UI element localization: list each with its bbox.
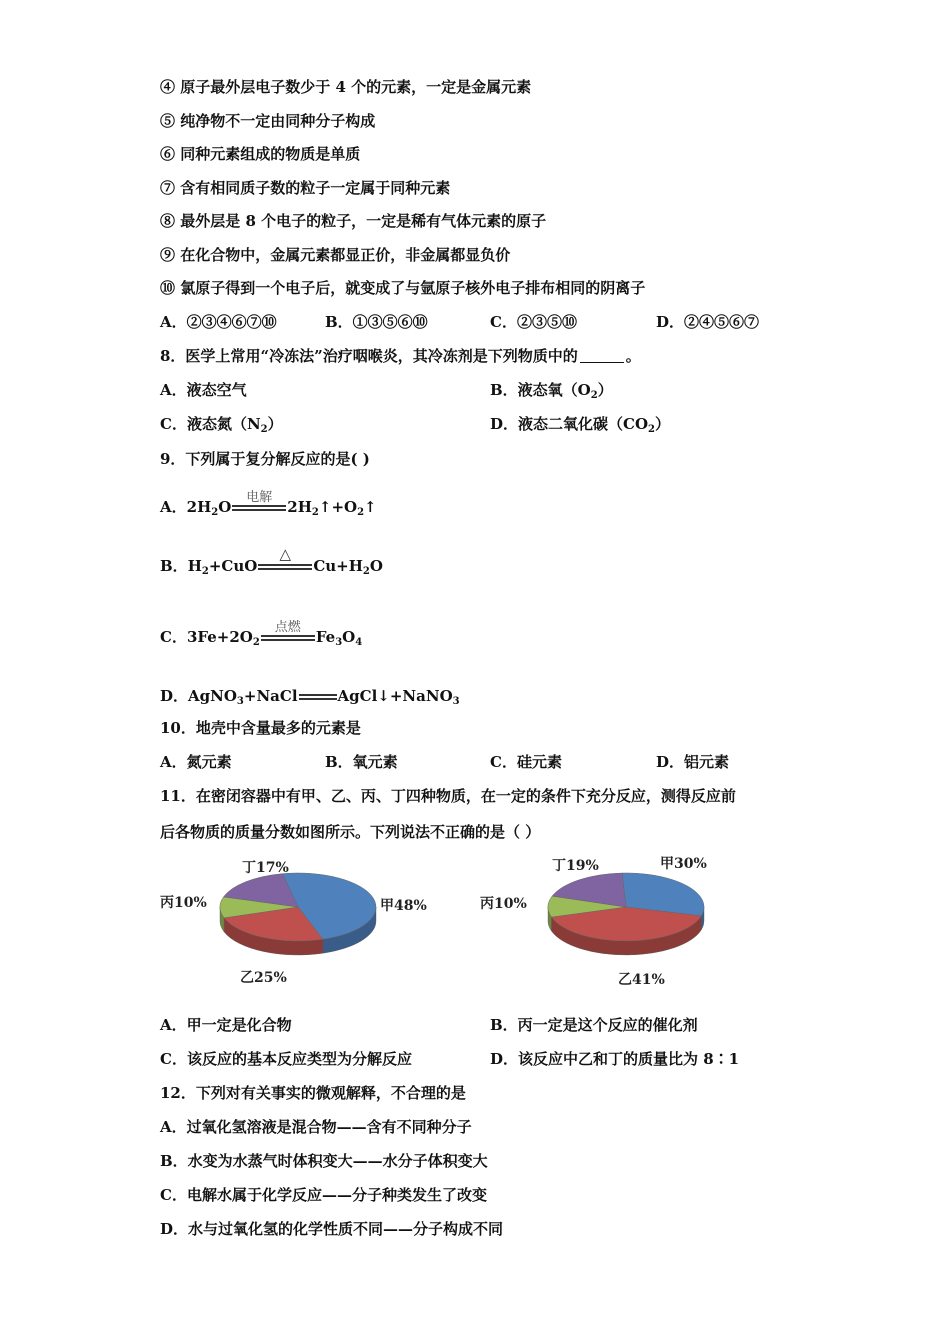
q10-stem: 10．地壳中含量最多的元素是 (160, 719, 361, 737)
equation-arrow: 点燃 (261, 634, 315, 642)
pie-label-丙: 丙10% (480, 896, 527, 912)
q12-option-d[interactable]: D．水与过氧化氢的化学性质不同——分子构成不同 (160, 1220, 504, 1238)
q8-option-a[interactable]: A．液态空气 (160, 381, 247, 399)
q11-option-d[interactable]: D．该反应中乙和丁的质量比为 8∶1 (490, 1050, 740, 1068)
q11-stem-line2: 后各物质的质量分数如图所示。下列说法不正确的是（ ） (160, 823, 541, 841)
statement-6: ⑥ 同种元素组成的物质是单质 (160, 145, 361, 163)
q10-option-a[interactable]: A．氮元素 (160, 753, 232, 771)
q9-option-c[interactable]: C．$3Fe+2O_2$ 点燃 $Fe_3O_4$ (160, 620, 363, 648)
pie-chart-before (160, 852, 460, 992)
pie-chart-after (478, 852, 778, 992)
q11-option-c[interactable]: C．该反应的基本反应类型为分解反应 (160, 1050, 412, 1068)
equation-arrow: 电解 (232, 504, 286, 512)
equation-arrow (299, 693, 337, 701)
q11-stem-line1: 11．在密闭容器中有甲、乙、丙、丁四种物质，在一定的条件下充分反应，测得反应前 (160, 787, 736, 805)
q9-option-b[interactable]: B．$H_2+CuO$ △ $Cu+H_2O$ (160, 545, 383, 577)
q10-option-d[interactable]: D．铝元素 (656, 753, 730, 771)
q8-stem-text: 8．医学上常用“冷冻法”治疗咽喉炎，其冷冻剂是下列物质中的 (160, 347, 578, 365)
statement-5: ⑤ 纯净物不一定由同种分子构成 (160, 112, 376, 130)
q8-option-b[interactable]: B．液态氧$(O_2)$ (490, 381, 613, 401)
q9-option-a[interactable]: A．$2H_2O$ 电解 $2H_2↑+O_2↑$ (160, 490, 377, 518)
q11-option-a[interactable]: A．甲一定是化合物 (160, 1016, 292, 1034)
statement-10: ⑩ 氯原子得到一个电子后，就变成了与氩原子核外电子排布相同的阴离子 (160, 279, 646, 297)
statement-7: ⑦ 含有相同质子数的粒子一定属于同种元素 (160, 179, 451, 197)
statement-9: ⑨ 在化合物中，金属元素都显正价，非金属都显负价 (160, 246, 511, 264)
q9-stem: 9．下列属于复分解反应的是( ) (160, 450, 370, 468)
q8-blank (580, 362, 624, 363)
q7-option-c[interactable]: C．②③⑤⑩ (490, 313, 577, 331)
q10-option-b[interactable]: B．氧元素 (325, 753, 398, 771)
q7-option-a[interactable]: A．②③④⑥⑦⑩ (160, 313, 277, 331)
pie-label-甲: 甲48% (380, 898, 427, 914)
statement-8: ⑧ 最外层是 8 个电子的粒子，一定是稀有气体元素的原子 (160, 212, 547, 230)
pie-label-丙: 丙10% (160, 895, 207, 911)
pie-label-乙: 乙25% (240, 970, 287, 986)
q7-option-b[interactable]: B．①③⑤⑥⑩ (325, 313, 428, 331)
pie-label-丁: 丁19% (552, 858, 599, 874)
pie-label-丁: 丁17% (242, 860, 289, 876)
q8-stem (160, 346, 641, 366)
q8-option-c[interactable]: C．液态氮$(N_2)$ (160, 415, 283, 435)
q8-stem-end: 。 (625, 347, 641, 365)
q12-option-c[interactable]: C．电解水属于化学反应——分子种类发生了改变 (160, 1186, 487, 1204)
q7-option-d[interactable]: D．②④⑤⑥⑦ (656, 313, 760, 331)
q9-option-d[interactable]: D．AgNO$_3$+NaCl AgCl↓+NaNO$_3$ (160, 687, 460, 707)
q12-stem: 12．下列对有关事实的微观解释，不合理的是 (160, 1084, 466, 1102)
q10-option-c[interactable]: C．硅元素 (490, 753, 562, 771)
pie-label-乙: 乙41% (618, 972, 665, 988)
equation-arrow: △ (258, 563, 312, 571)
q12-option-b[interactable]: B．水变为水蒸气时体积变大——水分子体积变大 (160, 1152, 488, 1170)
pie-label-甲: 甲30% (660, 856, 707, 872)
statement-4: ④ 原子最外层电子数少于 4 个的元素，一定是金属元素 (160, 78, 532, 96)
q8-option-d[interactable]: D．液态二氧化碳$(CO_2)$ (490, 415, 670, 435)
q12-option-a[interactable]: A．过氧化氢溶液是混合物——含有不同种分子 (160, 1118, 472, 1136)
q11-option-b[interactable]: B．丙一定是这个反应的催化剂 (490, 1016, 698, 1034)
